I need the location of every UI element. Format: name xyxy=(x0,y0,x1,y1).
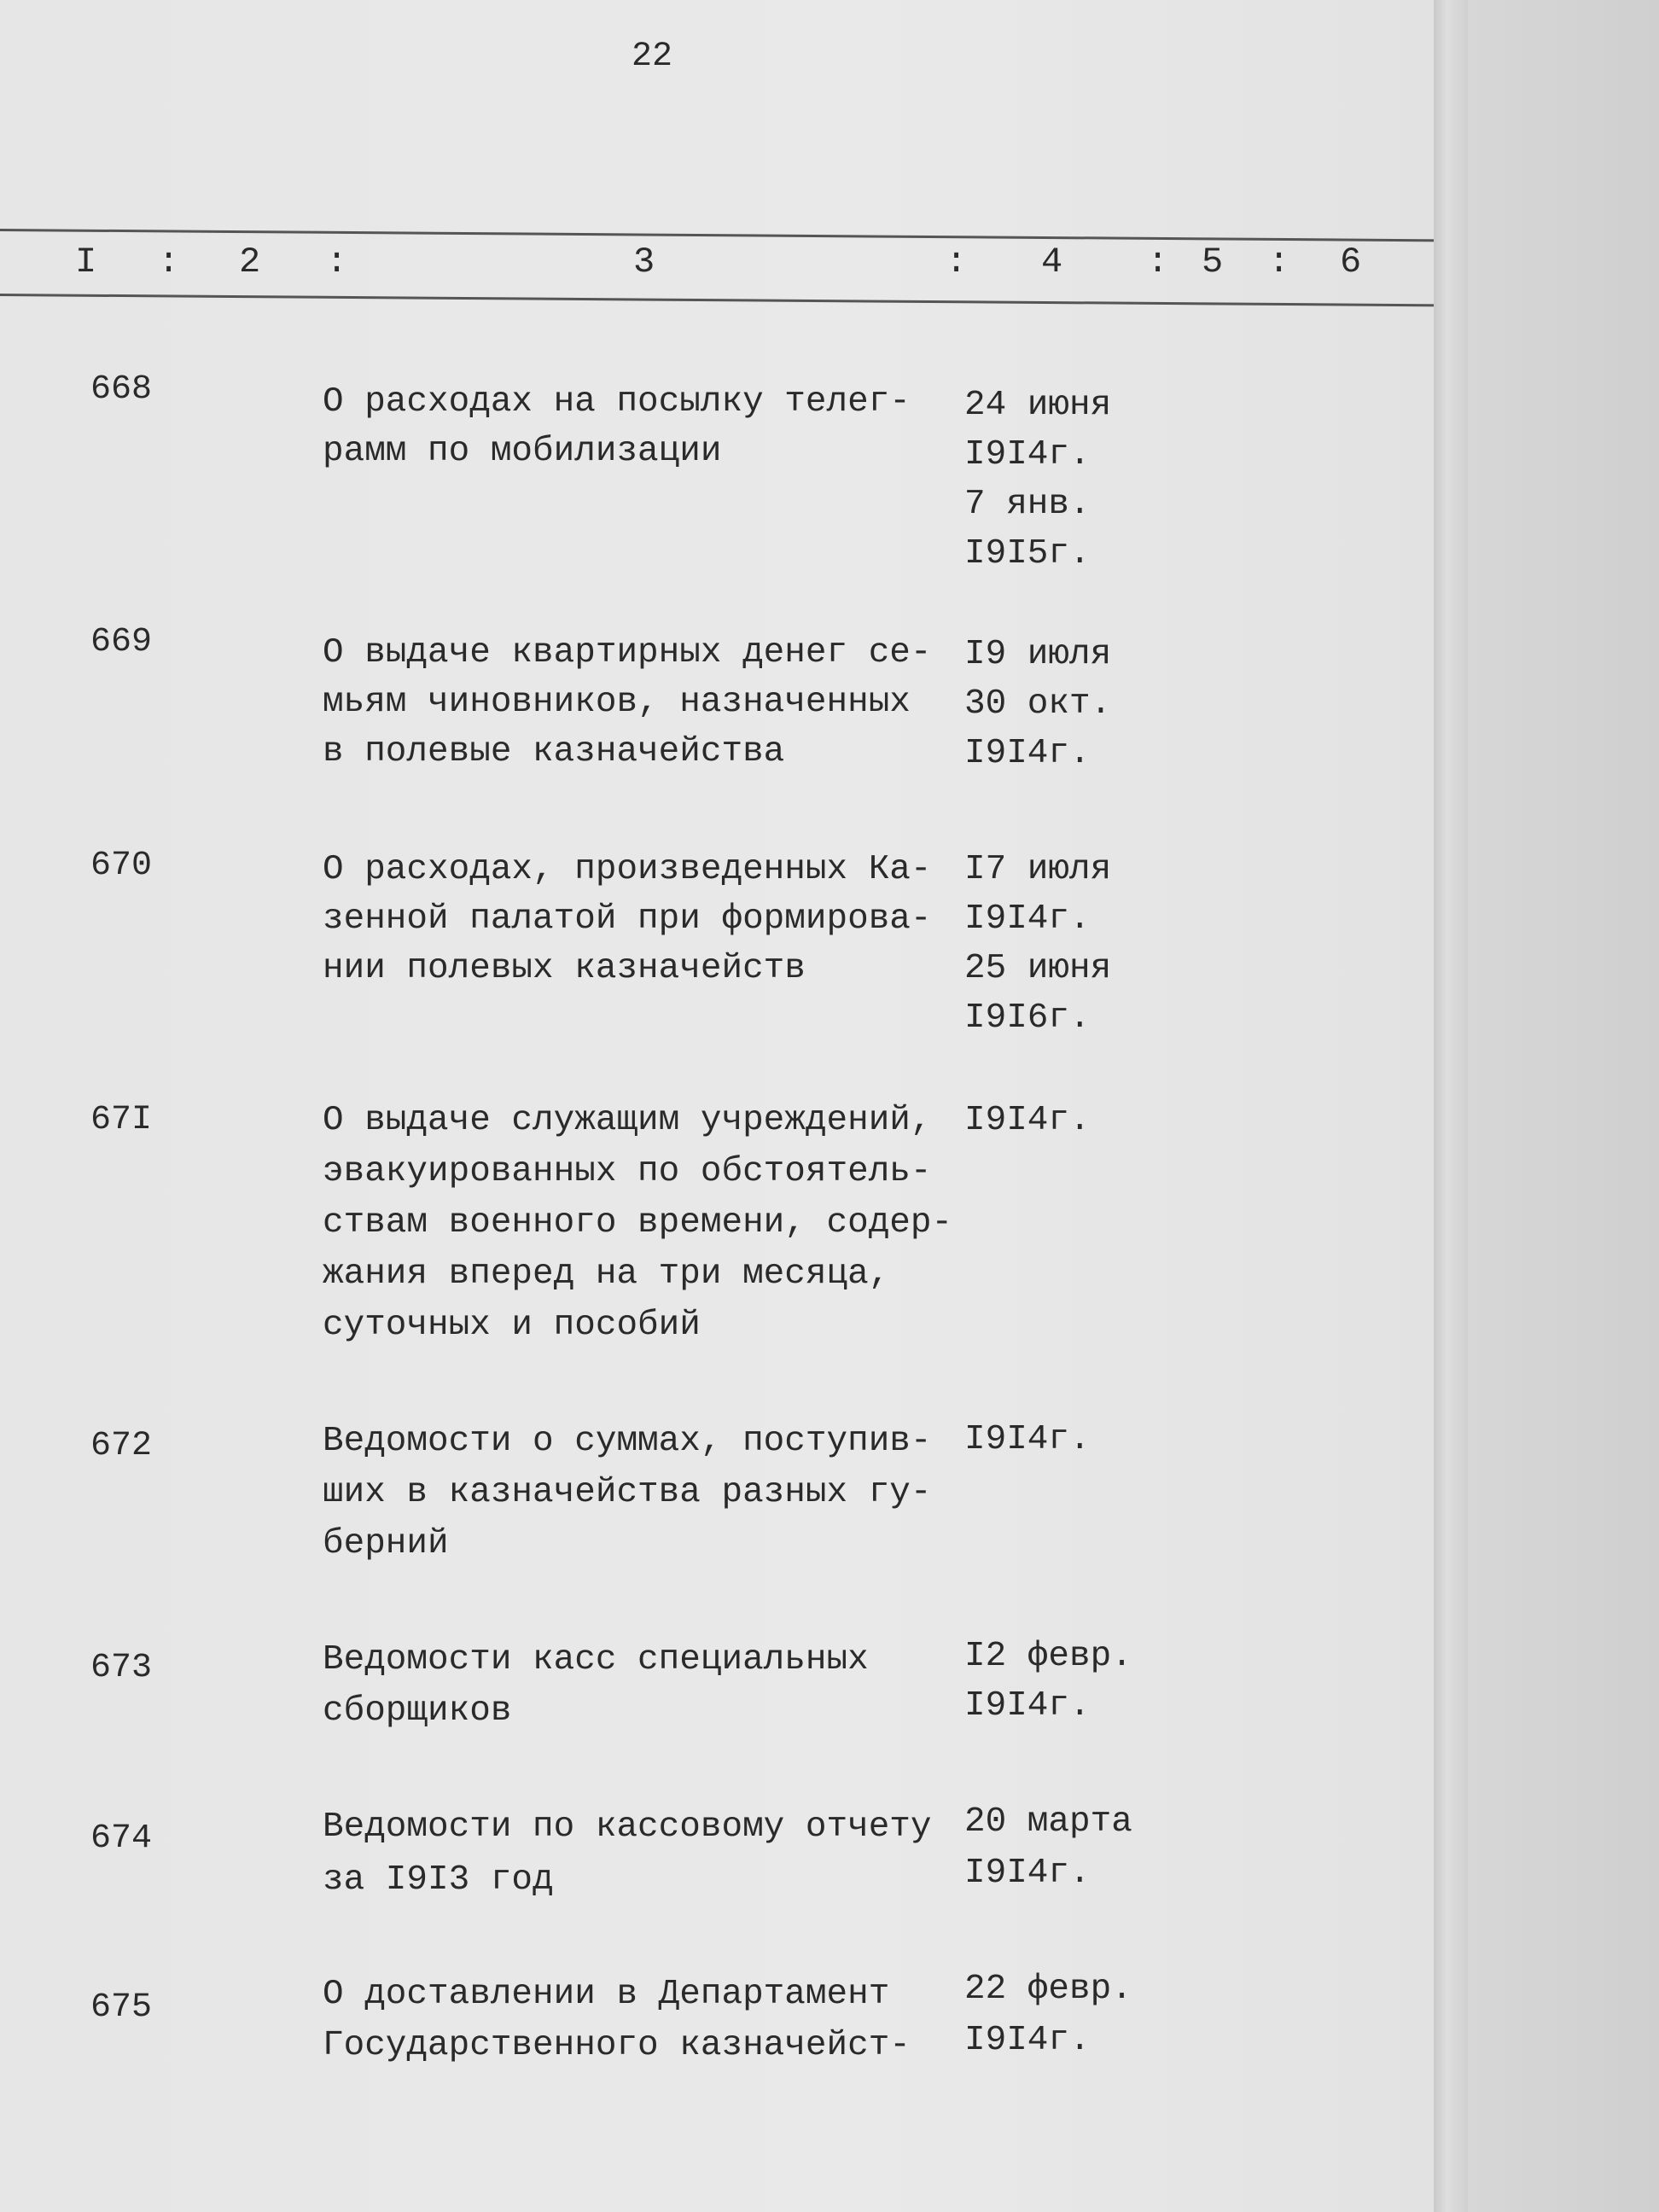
item-date-line: I9I4г. xyxy=(964,1420,1091,1459)
page-number: 22 xyxy=(632,38,673,76)
item-date-line: I7 июля xyxy=(964,850,1112,889)
item-description-line: О расходах, произведенных Ка- xyxy=(323,850,932,889)
item-description-line: за I9I3 год xyxy=(323,1860,554,1900)
item-description-line: мьям чиновников, назначенных xyxy=(323,683,911,722)
column-header-4: 4 xyxy=(1041,242,1063,282)
item-description-line: ших в казначейства разных гу- xyxy=(323,1473,932,1512)
item-date-line: 24 июня xyxy=(964,386,1112,425)
item-number: 67I xyxy=(90,1101,153,1139)
page-edge-shadow xyxy=(1434,0,1468,2212)
column-header-6: 6 xyxy=(1340,242,1362,282)
item-date-line: I9I4г. xyxy=(964,1854,1091,1893)
column-separator: : xyxy=(1268,242,1290,282)
item-description-line: зенной палатой при формирова- xyxy=(323,899,932,939)
item-date-line: I9I6г. xyxy=(964,998,1091,1038)
item-description-line: О расходах на посылку телег- xyxy=(323,382,911,422)
item-date-line: I2 февр. xyxy=(964,1637,1132,1676)
item-description-line: ствам военного времени, содер- xyxy=(323,1203,953,1243)
item-number: 672 xyxy=(90,1427,153,1465)
item-date-line: I9I4г. xyxy=(964,1101,1091,1140)
item-description-line: нии полевых казначейств xyxy=(323,949,806,988)
item-description-line: Ведомости по кассовому отчету xyxy=(323,1807,932,1847)
column-separator: : xyxy=(1147,242,1169,282)
column-header-1: I xyxy=(75,242,97,282)
column-header-5: 5 xyxy=(1202,242,1224,282)
item-date-line: 25 июня xyxy=(964,949,1112,988)
item-date-line: I9I4г. xyxy=(964,899,1091,939)
item-number: 668 xyxy=(90,370,153,409)
column-header-2: 2 xyxy=(239,242,261,282)
item-description-line: берний xyxy=(323,1524,449,1563)
item-date-line: I9I4г. xyxy=(964,435,1091,474)
item-date-line: I9I5г. xyxy=(964,534,1091,573)
item-date-line: I9 июля xyxy=(964,635,1112,674)
item-description-line: Государственного казначейст- xyxy=(323,2026,911,2065)
item-description-line: Ведомости о суммах, поступив- xyxy=(323,1422,932,1461)
item-description-line: жания вперед на три месяца, xyxy=(323,1254,890,1294)
item-number: 669 xyxy=(90,623,153,661)
column-separator: : xyxy=(158,242,180,282)
column-header-3: 3 xyxy=(633,242,655,282)
item-number: 675 xyxy=(90,1988,153,2027)
column-separator: : xyxy=(326,242,348,282)
item-number: 673 xyxy=(90,1649,153,1687)
header-rule-top xyxy=(0,229,1442,242)
item-description-line: О доставлении в Департамент xyxy=(323,1975,890,2014)
item-description-line: О выдаче служащим учреждений, xyxy=(323,1101,932,1140)
item-description-line: суточных и пособий xyxy=(323,1306,701,1345)
item-date-line: 7 янв. xyxy=(964,485,1091,524)
item-number: 674 xyxy=(90,1819,153,1858)
item-description-line: сборщиков xyxy=(323,1691,512,1731)
underlying-page xyxy=(1468,0,1659,2212)
item-number: 670 xyxy=(90,847,153,885)
item-date-line: 30 окт. xyxy=(964,684,1112,724)
item-date-line: I9I4г. xyxy=(964,2021,1091,2060)
item-description-line: рамм по мобилизации xyxy=(323,432,722,471)
item-date-line: I9I4г. xyxy=(964,1686,1091,1726)
item-description-line: эвакуированных по обстоятель- xyxy=(323,1152,932,1191)
header-rule-bottom xyxy=(0,294,1442,306)
item-description-line: Ведомости касс специальных xyxy=(323,1640,869,1679)
item-description-line: О выдаче квартирных денег се- xyxy=(323,633,932,672)
item-date-line: 22 февр. xyxy=(964,1970,1132,2009)
column-separator: : xyxy=(946,242,968,282)
item-description-line: в полевые казначейства xyxy=(323,732,785,771)
item-date-line: I9I4г. xyxy=(964,734,1091,773)
item-date-line: 20 марта xyxy=(964,1802,1132,1842)
